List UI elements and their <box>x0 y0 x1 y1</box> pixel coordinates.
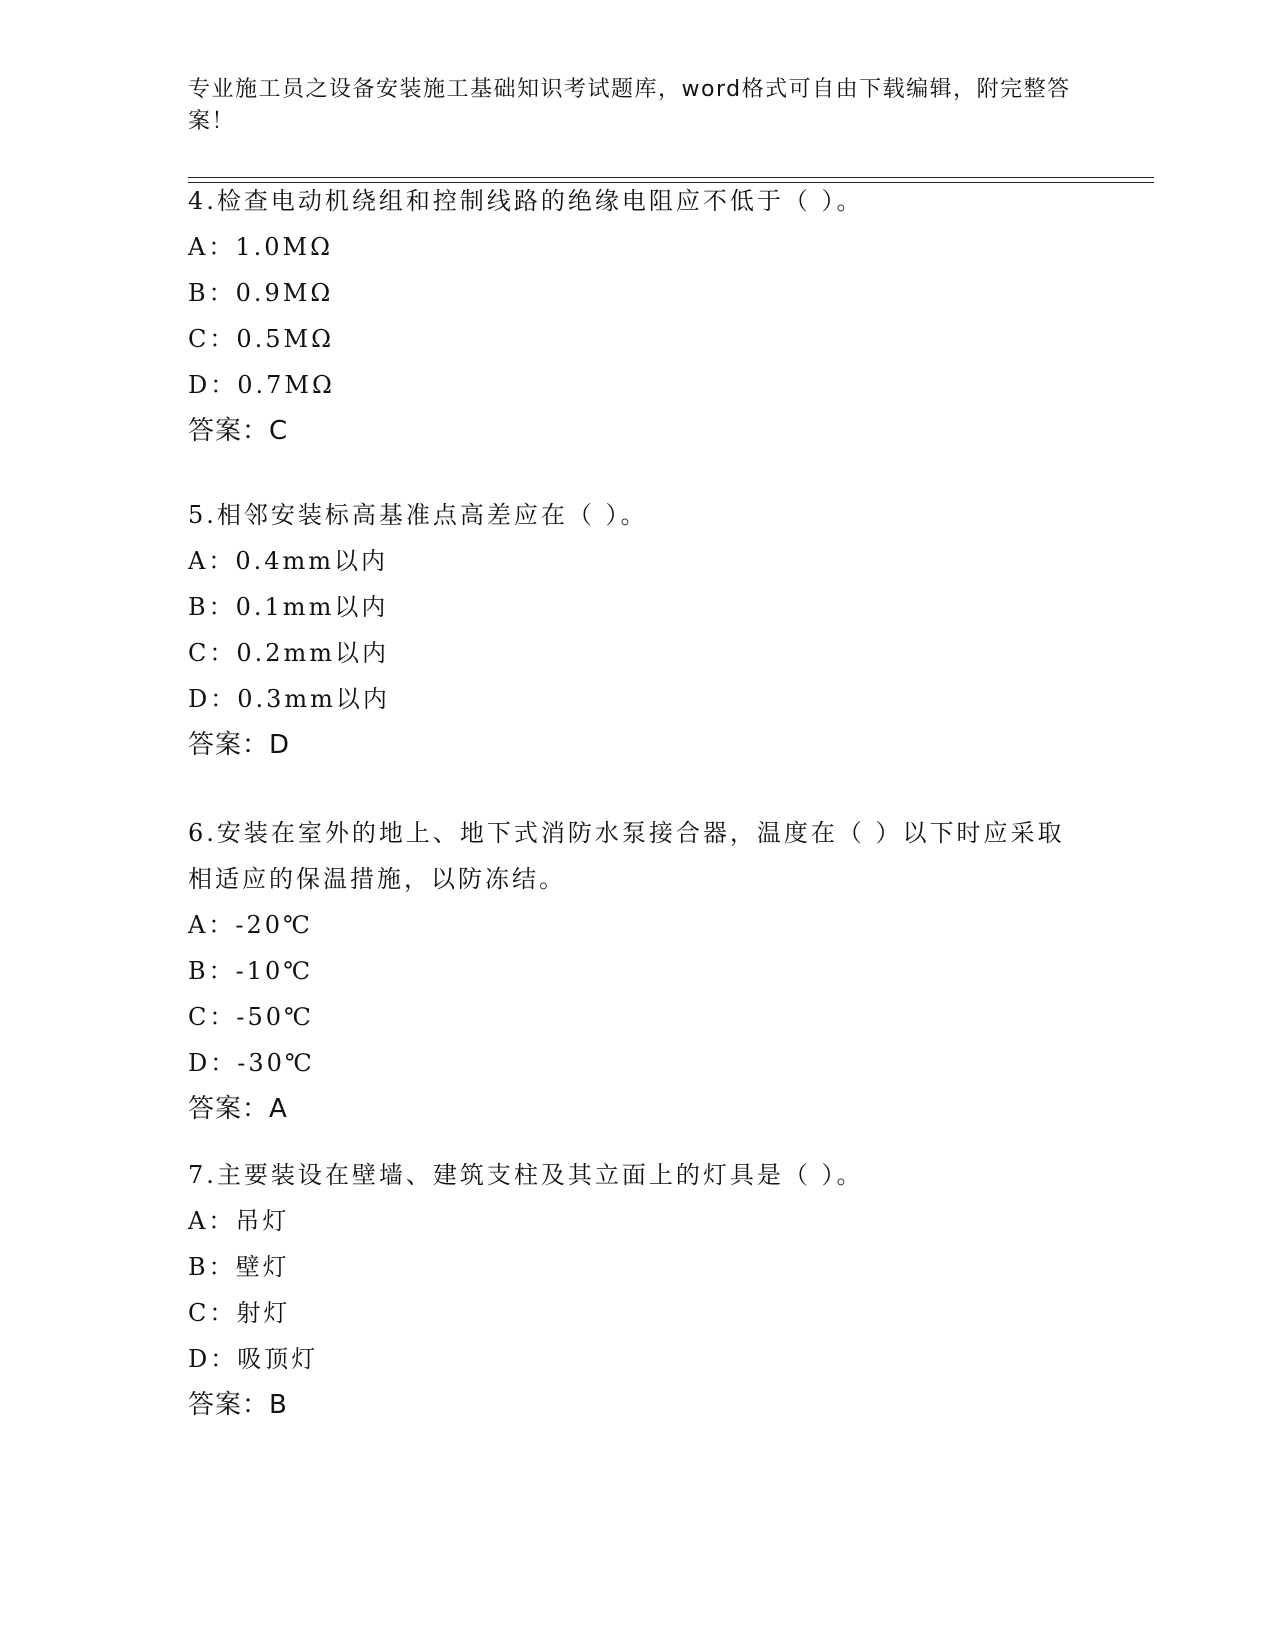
option-letter: C： <box>188 639 237 667</box>
option-letter: D： <box>188 371 238 399</box>
option-d <box>188 676 1068 722</box>
option-a <box>188 902 1068 948</box>
option-text: -20℃ <box>235 911 313 939</box>
option-text: 0.5MΩ <box>236 325 335 353</box>
answer-text: 答案：C <box>188 416 289 446</box>
option-text: 吸顶灯 <box>237 1345 319 1373</box>
option-text: 0.4mm以内 <box>235 547 389 575</box>
option-letter: B： <box>188 593 236 621</box>
option-letter: C： <box>188 1003 237 1031</box>
option-c <box>188 994 1068 1040</box>
option-text: -50℃ <box>236 1003 314 1031</box>
option-text: 壁灯 <box>235 1253 290 1281</box>
option-letter: D： <box>188 685 238 713</box>
document-header: 专业施工员之设备安装施工基础知识考试题库，word格式可自由下载编辑，附完整答案！ <box>188 77 1071 134</box>
option-letter: B： <box>188 957 236 985</box>
question-block <box>188 1152 1068 1428</box>
option-b <box>188 948 1068 994</box>
question-block <box>188 178 1068 454</box>
option-text: 0.9MΩ <box>235 279 334 307</box>
option-letter: A： <box>188 1207 236 1235</box>
option-text: 射灯 <box>236 1299 291 1327</box>
option-text: 1.0MΩ <box>235 233 333 261</box>
question-block <box>188 810 1068 1132</box>
option-letter: A： <box>188 547 236 575</box>
option-letter: C： <box>188 1299 237 1327</box>
answer-text: 答案：B <box>188 1390 288 1420</box>
option-text: 0.1mm以内 <box>235 593 389 621</box>
question-block <box>188 492 1068 768</box>
option-text: 0.7MΩ <box>237 371 335 399</box>
option-a <box>188 1198 1068 1244</box>
option-b <box>188 270 1068 316</box>
option-text: -30℃ <box>237 1049 315 1077</box>
option-b <box>188 584 1068 630</box>
option-letter: B： <box>188 1253 236 1281</box>
option-c <box>188 1290 1068 1336</box>
answer-text: 答案：A <box>188 1094 288 1124</box>
question-text: 5.相邻安装标高基准点高差应在（ ）。 <box>188 501 648 529</box>
option-text: 0.3mm以内 <box>237 685 390 713</box>
option-text: -10℃ <box>235 957 314 985</box>
option-letter: C： <box>188 325 237 353</box>
option-b <box>188 1244 1068 1290</box>
question-text: 4.检查电动机绕组和控制线路的绝缘电阻应不低于（ ）。 <box>188 187 864 215</box>
option-letter: D： <box>188 1345 238 1373</box>
option-c <box>188 316 1068 362</box>
question-text: 7.主要装设在壁墙、建筑支柱及其立面上的灯具是（ ）。 <box>188 1161 864 1189</box>
option-d <box>188 1336 1068 1382</box>
option-d <box>188 362 1068 408</box>
option-letter: A： <box>188 911 236 939</box>
option-a <box>188 224 1068 270</box>
answer-text: 答案：D <box>188 730 291 760</box>
option-text: 0.2mm以内 <box>236 639 390 667</box>
option-d <box>188 1040 1068 1086</box>
option-letter: B： <box>188 279 236 307</box>
question-text: 6.安装在室外的地上、地下式消防水泵接合器，温度在（ ）以下时应采取相适应的保温措施，以防冻结。 <box>188 819 1065 893</box>
option-letter: A： <box>188 233 236 261</box>
option-a <box>188 538 1068 584</box>
option-letter: D： <box>188 1049 238 1077</box>
option-text: 吊灯 <box>235 1207 290 1235</box>
option-c <box>188 630 1068 676</box>
